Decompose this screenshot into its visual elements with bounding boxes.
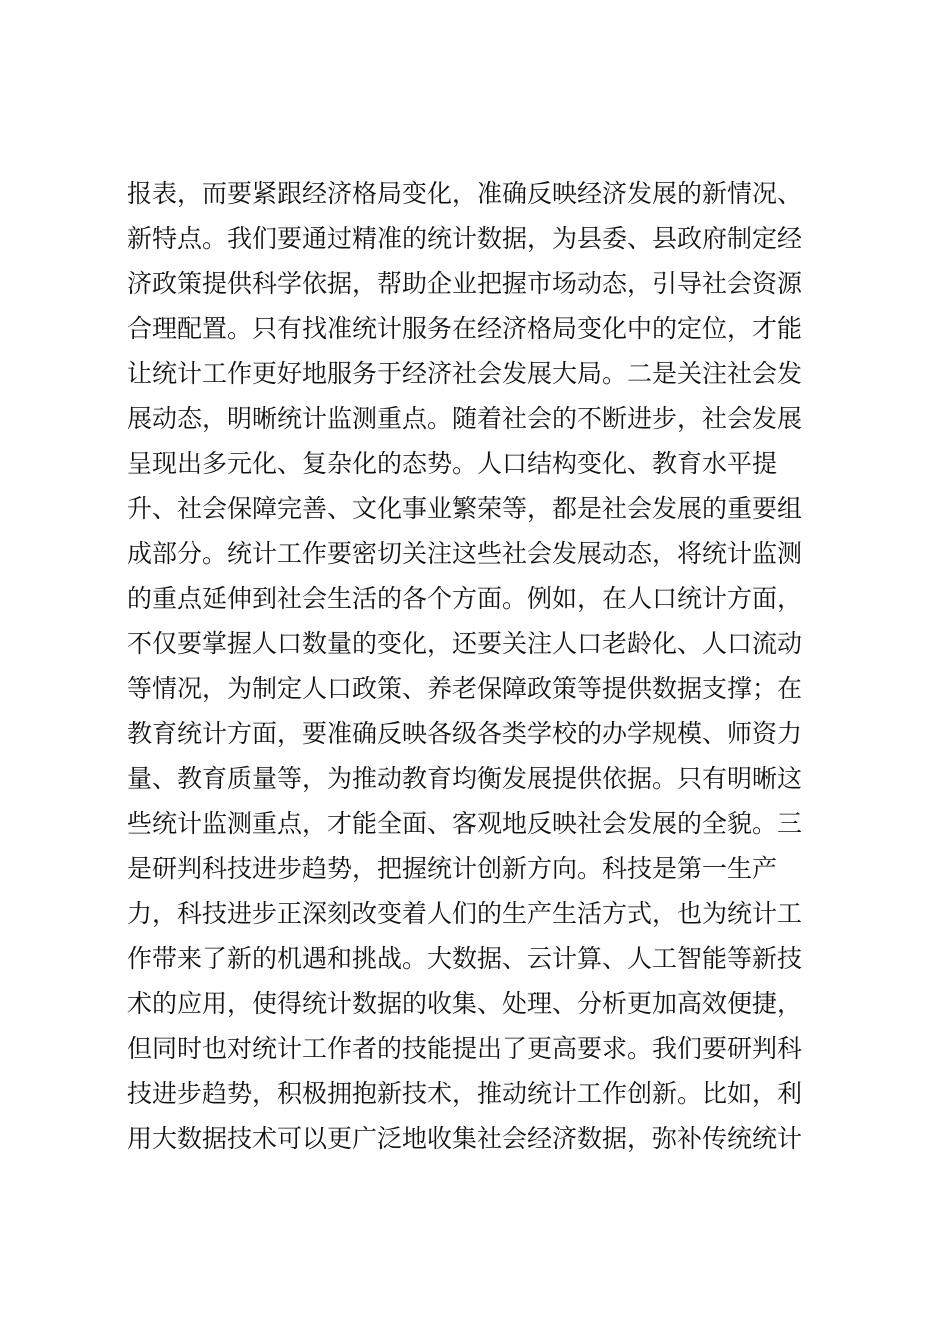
text-line: 技进步趋势，积极拥抱新技术，推动统计工作创新。比如，利: [127, 1079, 803, 1108]
text-line: 让统计工作更好地服务于经济社会发展大局。二是关注社会发: [127, 359, 803, 388]
body-paragraph: [127, 171, 827, 1161]
text-line: 力，科技进步正深刻改变着人们的生产生活方式，也为统计工: [127, 899, 803, 928]
text-line: 不仅要掌握人口数量的变化，还要关注人口老龄化、人口流动: [127, 629, 803, 658]
text-line: 济政策提供科学依据，帮助企业把握市场动态，引导社会资源: [127, 269, 803, 298]
text-line: 术的应用，使得统计数据的收集、处理、分析更加高效便捷，: [127, 989, 803, 1018]
text-line: 成部分。统计工作要密切关注这些社会发展动态，将统计监测: [127, 539, 803, 568]
text-line: 些统计监测重点，才能全面、客观地反映社会发展的全貌。三: [127, 809, 803, 838]
text-line: 量、教育质量等，为推动教育均衡发展提供依据。只有明晰这: [127, 764, 803, 793]
text-line: 等情况，为制定人口政策、养老保障政策等提供数据支撑；在: [127, 674, 803, 703]
text-line: 用大数据技术可以更广泛地收集社会经济数据，弥补传统统计: [127, 1124, 803, 1153]
text-line: 但同时也对统计工作者的技能提出了更高要求。我们要研判科: [127, 1034, 803, 1063]
text-line: 教育统计方面，要准确反映各级各类学校的办学规模、师资力: [127, 719, 803, 748]
text-line: 合理配置。只有找准统计服务在经济格局变化中的定位，才能: [127, 314, 803, 343]
text-line: 呈现出多元化、复杂化的态势。人口结构变化、教育水平提: [127, 449, 778, 478]
text-line: 报表，而要紧跟经济格局变化，准确反映经济发展的新情况、: [127, 179, 803, 208]
text-line: 的重点延伸到社会生活的各个方面。例如，在人口统计方面，: [127, 584, 803, 613]
text-line: 新特点。我们要通过精准的统计数据，为县委、县政府制定经: [127, 224, 803, 253]
text-line: 展动态，明晰统计监测重点。随着社会的不断进步，社会发展: [127, 404, 803, 433]
text-line: 是研判科技进步趋势，把握统计创新方向。科技是第一生产: [127, 854, 778, 883]
text-line: 升、社会保障完善、文化事业繁荣等，都是社会发展的重要组: [127, 494, 803, 523]
text-line: 作带来了新的机遇和挑战。大数据、云计算、人工智能等新技: [127, 944, 803, 973]
